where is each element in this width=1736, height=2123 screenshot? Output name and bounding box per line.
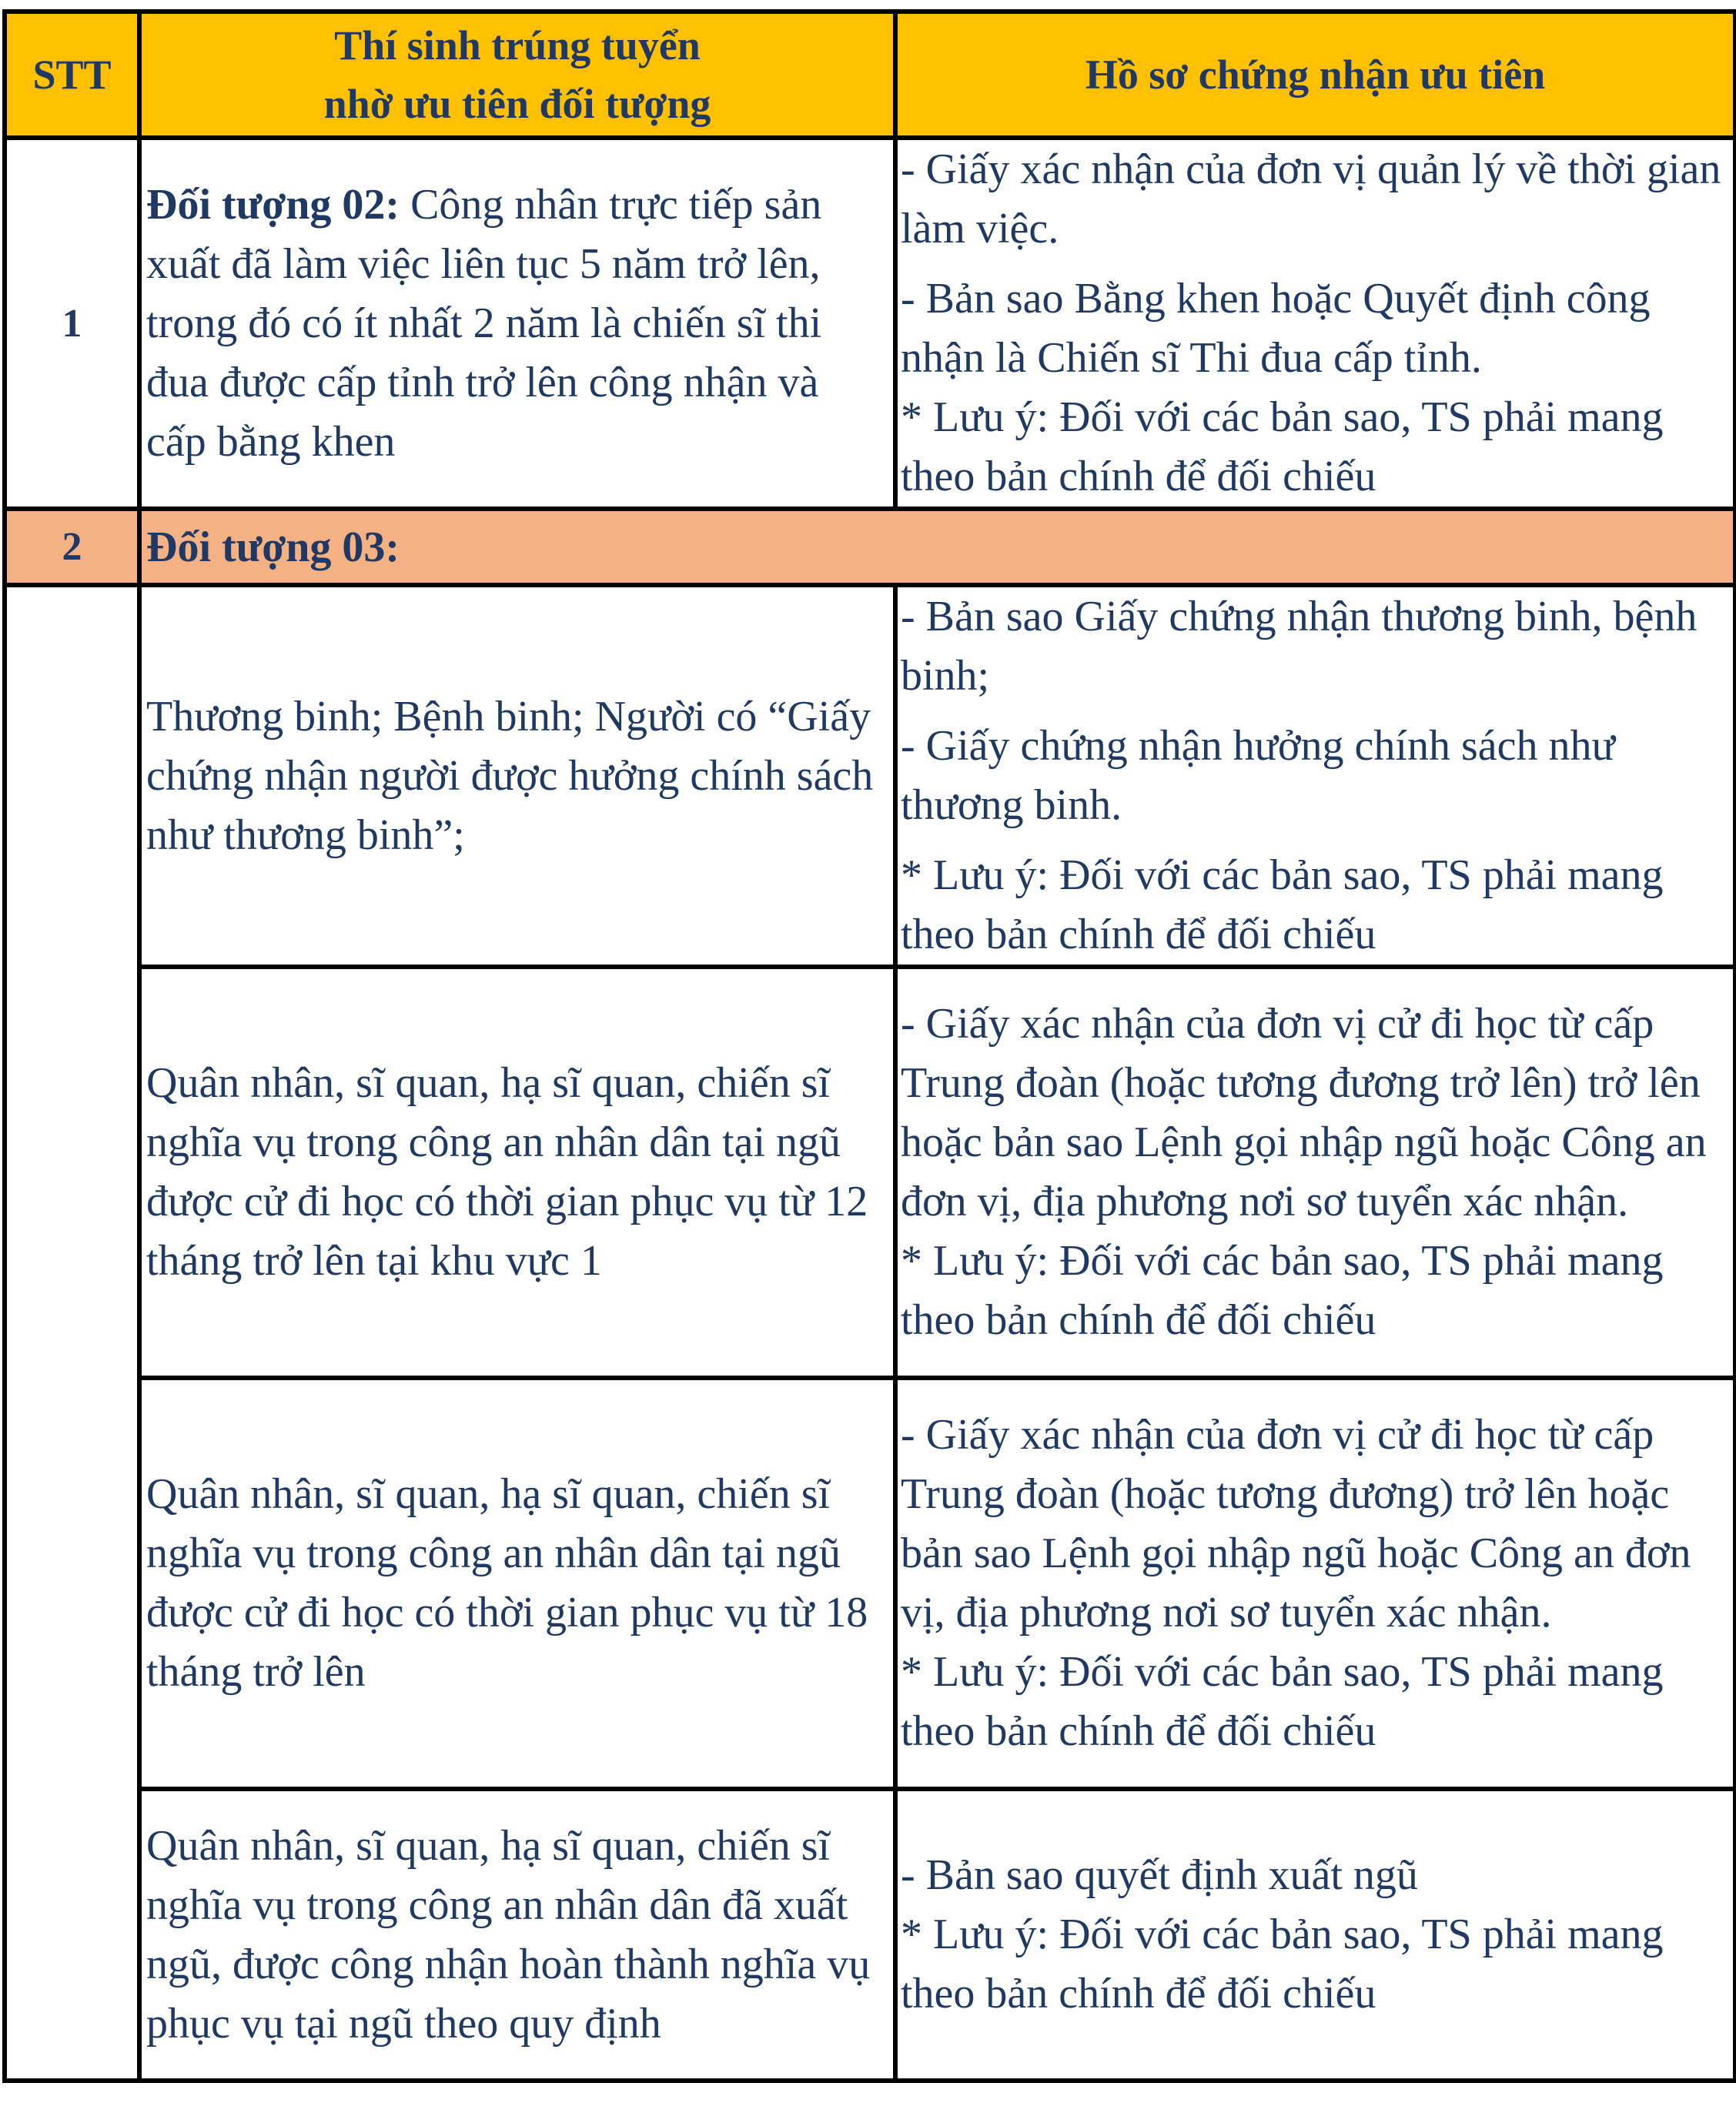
header-documents: Hồ sơ chứng nhận ưu tiên: [895, 12, 1735, 138]
table-row: [5, 585, 1735, 967]
document-note: * Lưu ý: Đối với các bản sao, TS phải mang theo bản chính để đối chiếu: [901, 1911, 1664, 2018]
table-row: [5, 138, 1735, 509]
candidate-label: Đối tượng 02:: [146, 180, 400, 229]
row-stt-empty: [5, 585, 139, 2081]
table-row: [5, 1789, 1735, 2081]
candidate-cell: Quân nhân, sĩ quan, hạ sĩ quan, chiến sĩ nghĩa vụ trong công an nhân dân đã xuất ngũ, được công nhận hoàn thành nghĩa vụ phục vụ tại ngũ theo quy định: [139, 1789, 895, 2081]
document-item: - Giấy chứng nhận hưởng chính sách như thương binh.: [901, 722, 1615, 829]
document-note: * Lưu ý: Đối với các bản sao, TS phải mang theo bản chính để đối chiếu: [901, 393, 1664, 500]
header-candidate-line2: nhờ ưu tiên đối tượng: [323, 81, 711, 127]
document-item: - Bản sao quyết định xuất ngũ: [901, 1851, 1418, 1899]
header-candidate: [139, 12, 895, 138]
candidate-cell: [139, 138, 895, 509]
priority-documents-table: [2, 9, 1736, 2083]
document-item: - Giấy xác nhận của đơn vị cử đi học từ cấp Trung đoàn (hoặc tương đương) trở lên hoặc bản sao Lệnh gọi nhập ngũ hoặc Công an đơn vị, địa phương nơi sơ tuyển xác nhận.: [901, 1411, 1691, 1637]
header-candidate-line1: Thí sinh trúng tuyển: [334, 22, 701, 69]
document-item: - Bản sao Giấy chứng nhận thương binh, bệnh binh;: [901, 593, 1698, 700]
document-note: * Lưu ý: Đối với các bản sao, TS phải mang theo bản chính để đối chiếu: [901, 1648, 1664, 1755]
document-item: - Giấy xác nhận của đơn vị quản lý về thời gian làm việc.: [901, 145, 1721, 252]
document-note: * Lưu ý: Đối với các bản sao, TS phải mang theo bản chính để đối chiếu: [901, 1237, 1664, 1344]
documents-cell: [895, 967, 1735, 1378]
row-stt: 1: [5, 138, 139, 509]
header-stt: STT: [5, 12, 139, 138]
documents-cell: [895, 1378, 1735, 1789]
group-label: Đối tượng 03:: [139, 509, 1735, 585]
document-note: * Lưu ý: Đối với các bản sao, TS phải mang theo bản chính để đối chiếu: [901, 851, 1664, 958]
documents-cell: [895, 138, 1735, 509]
row-stt: 2: [5, 509, 139, 585]
group-row: [5, 509, 1735, 585]
table-row: [5, 967, 1735, 1378]
document-item: - Giấy xác nhận của đơn vị cử đi học từ cấp Trung đoàn (hoặc tương đương trở lên) trở lên hoặc bản sao Lệnh gọi nhập ngũ hoặc Công an đơn vị, địa phương nơi sơ tuyển xác nhận.: [901, 1000, 1707, 1225]
candidate-cell: Quân nhân, sĩ quan, hạ sĩ quan, chiến sĩ nghĩa vụ trong công an nhân dân tại ngũ được cử đi học có thời gian phục vụ từ 18 tháng trở lên: [139, 1378, 895, 1789]
documents-cell: [895, 1789, 1735, 2081]
document-item: - Bản sao Bằng khen hoặc Quyết định công nhận là Chiến sĩ Thi đua cấp tỉnh.: [901, 275, 1651, 382]
candidate-cell: Thương binh; Bệnh binh; Người có “Giấy chứng nhận người được hưởng chính sách như thương binh”;: [139, 585, 895, 967]
candidate-cell: Quân nhân, sĩ quan, hạ sĩ quan, chiến sĩ nghĩa vụ trong công an nhân dân tại ngũ được cử đi học có thời gian phục vụ từ 12 tháng trở lên tại khu vực 1: [139, 967, 895, 1378]
table-header-row: [5, 12, 1735, 138]
documents-cell: [895, 585, 1735, 967]
table-row: [5, 1378, 1735, 1789]
candidate-text: Công nhân trực tiếp sản xuất đã làm việc liên tục 5 năm trở lên, trong đó có ít nhất 2 năm là chiến sĩ thi đua được cấp tỉnh trở lên công nhận và cấp bằng khen: [146, 180, 822, 466]
